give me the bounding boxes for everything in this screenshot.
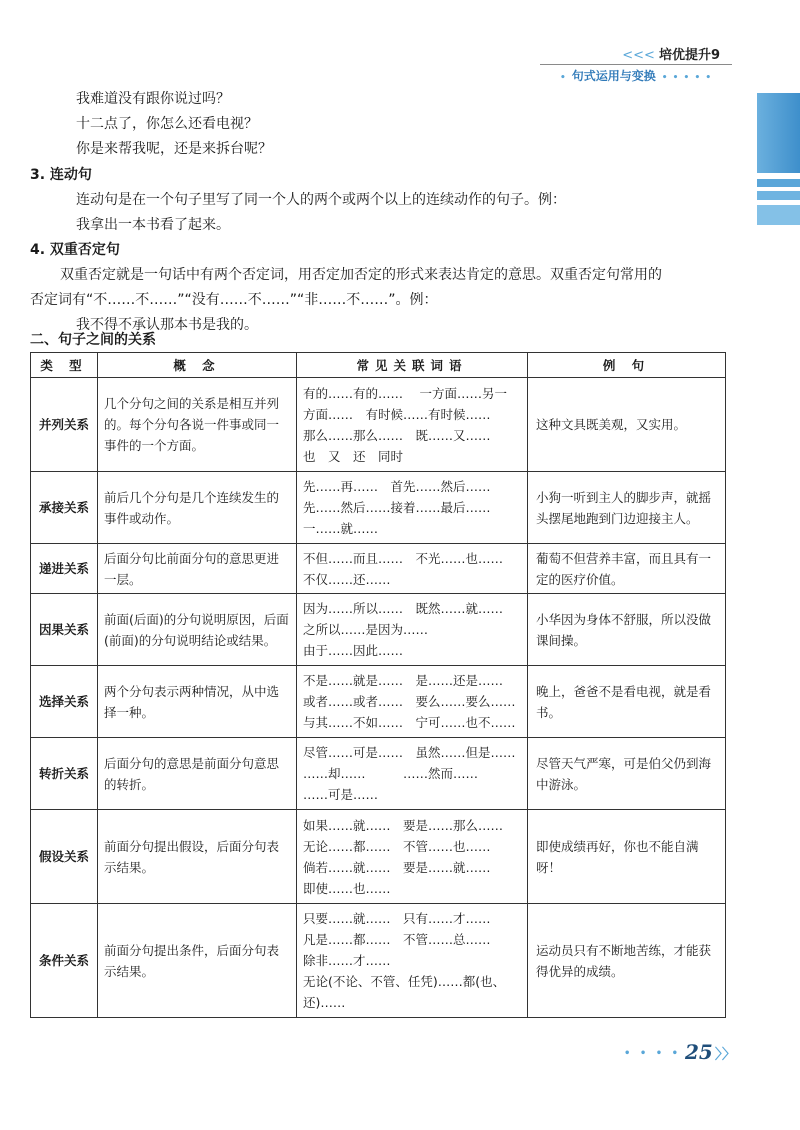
relation-example: 晚上，爸爸不是看电视，就是看书。 [528,666,726,738]
table-row [31,666,726,738]
series-name: 培优提升9 [658,48,720,63]
part-heading: 二、句子之间的关系 [30,332,156,348]
section-description: 连动句是在一个句子里写了同一个人的两个或两个以上的连续动作的句子。例： [76,192,566,208]
relation-concept: 两个分句表示两种情况，从中选择一种。 [98,666,297,738]
column-header: 例 句 [528,353,726,378]
example-sentence: 我拿出一本书看了起来。 [76,217,230,233]
connective-line: 如果……就…… 要是……那么…… [303,817,504,833]
relation-example: 小狗一听到主人的脚步声，就摇头摆尾地跑到门边迎接主人。 [528,472,726,544]
connective-line: 不是……就是…… 是……还是…… [303,673,504,688]
section-heading: 3. 连动句 [30,167,92,183]
header-dots-right: • • • • • [661,73,713,83]
side-tab-stripe [757,179,800,187]
relation-type: 并列关系 [31,378,98,472]
section-heading: 4. 双重否定句 [30,242,120,258]
header-dots-left: • [560,73,566,83]
side-tab-decoration [757,93,800,225]
connective-words [297,544,528,594]
table-row [31,810,726,904]
connective-line: ……却…… ……然而…… [303,766,479,781]
connective-line: 倘若……就…… 要是……就…… [303,859,491,875]
relation-type: 转折关系 [31,738,98,810]
connective-words [297,378,528,472]
relation-example: 即使成绩再好，你也不能自满呀！ [528,810,726,904]
relation-example: 运动员只有不断地苦练，才能获得优异的成绩。 [528,904,726,1018]
relation-type: 假设关系 [31,810,98,904]
relation-concept: 后面分句的意思是前面分句意思的转折。 [98,738,297,810]
connective-line: 那么……那么…… 既……又…… [303,427,491,443]
column-header: 概 念 [98,353,297,378]
connective-words [297,810,528,904]
connective-line: 凡是……都…… 不管……总…… [303,932,491,947]
connective-line: 即使……也…… [303,880,391,896]
relation-type: 选择关系 [31,666,98,738]
table-row [31,378,726,472]
example-sentence: 我不得不承认那本书是我的。 [76,317,258,333]
connective-line: ……可是…… [303,787,379,802]
relation-example: 小华因为身体不舒服，所以没做课间操。 [528,594,726,666]
connective-line: 方面…… 有时候……有时候…… [303,406,491,422]
example-sentence: 十二点了，你怎么还看电视？ [76,116,258,132]
column-header: 类 型 [31,353,98,378]
page-number-value: 25 [685,1040,713,1064]
page-number [624,1040,736,1064]
table-row [31,472,726,544]
connective-line: 先……然后……接着……最后…… [303,500,491,515]
connective-words [297,666,528,738]
connective-line: 与其……不如…… 宁可……也不…… [303,715,516,730]
relation-type: 递进关系 [31,544,98,594]
connective-words [297,472,528,544]
relation-example: 葡萄不但营养丰富，而且具有一定的医疗价值。 [528,544,726,594]
relation-example: 这种文具既美观，又实用。 [528,378,726,472]
table-row [31,904,726,1018]
section-description: 双重否定就是一句话中有两个否定词，用否定加否定的形式来表达肯定的意思。双重否定句常用的 [60,267,662,283]
connective-line: 不但……而且…… 不光……也…… [303,550,504,566]
header-rule [540,64,732,65]
connective-words [297,904,528,1018]
table-row [31,594,726,666]
relation-concept: 几个分句之间的关系是相互并列的。每个分句各说一件事或同一事件的一个方面。 [98,378,297,472]
connective-line: 除非……才…… [303,953,391,968]
relation-type: 条件关系 [31,904,98,1018]
side-tab-block [757,93,800,173]
relation-concept: 前面分句提出假设，后面分句表示结果。 [98,810,297,904]
connective-line: 无论……都…… 不管……也…… [303,838,491,854]
example-sentence: 你是来帮我呢，还是来拆台呢？ [76,141,272,157]
page-dots: • • • • [624,1048,682,1059]
connective-line: 由于……因此…… [303,643,404,658]
side-tab-stripe [757,191,800,200]
connective-line: 之所以……是因为…… [303,622,429,637]
running-header [540,44,732,84]
connective-line: 先……再…… 首先……然后…… [303,479,491,494]
connective-words [297,738,528,810]
table-row [31,738,726,810]
example-sentence: 我难道没有跟你说过吗？ [76,91,230,107]
relation-concept: 后面分句比前面分句的意思更进一层。 [98,544,297,594]
connective-line: 一……就…… [303,521,379,536]
relation-type: 承接关系 [31,472,98,544]
connective-line: 不仅……还…… [303,571,391,587]
column-header: 常见关联词语 [297,353,528,378]
relation-example: 尽管天气严寒，可是伯父仍到海中游泳。 [528,738,726,810]
table-row [31,544,726,594]
relations-table [30,352,726,1018]
connective-line: 或者……或者…… 要么……要么…… [303,694,516,709]
connective-line: 还)…… [303,995,346,1010]
relation-concept: 前后几个分句是几个连续发生的事件或动作。 [98,472,297,544]
page-arrow-icon: 〉〉 [714,1047,736,1063]
connective-line: 只要……就…… 只有……才…… [303,911,491,926]
series-title [622,44,720,63]
section-description: 否定词有“不……不……”“没有……不……”“非……不……”。例： [30,292,438,308]
connective-line: 尽管……可是…… 虽然……但是…… [303,745,516,760]
connective-line: 无论(不论、不管、任凭)……都(也、 [303,974,506,989]
side-tab-stripe [757,205,800,225]
connective-line: 有的……有的…… 一方面……另一 [303,385,507,401]
connective-line: 因为……所以…… 既然……就…… [303,601,504,616]
relation-concept: 前面(后面)的分句说明原因，后面(前面)的分句说明结论或结果。 [98,594,297,666]
connective-line: 也 又 还 同时 [303,448,404,464]
relation-concept: 前面分句提出条件，后面分句表示结果。 [98,904,297,1018]
table-header-row [31,353,726,378]
relation-type: 因果关系 [31,594,98,666]
connective-words [297,594,528,666]
header-arrows: <<< [622,48,655,63]
topic-label: 句式运用与变换 [571,69,656,83]
topic-title [560,67,712,84]
